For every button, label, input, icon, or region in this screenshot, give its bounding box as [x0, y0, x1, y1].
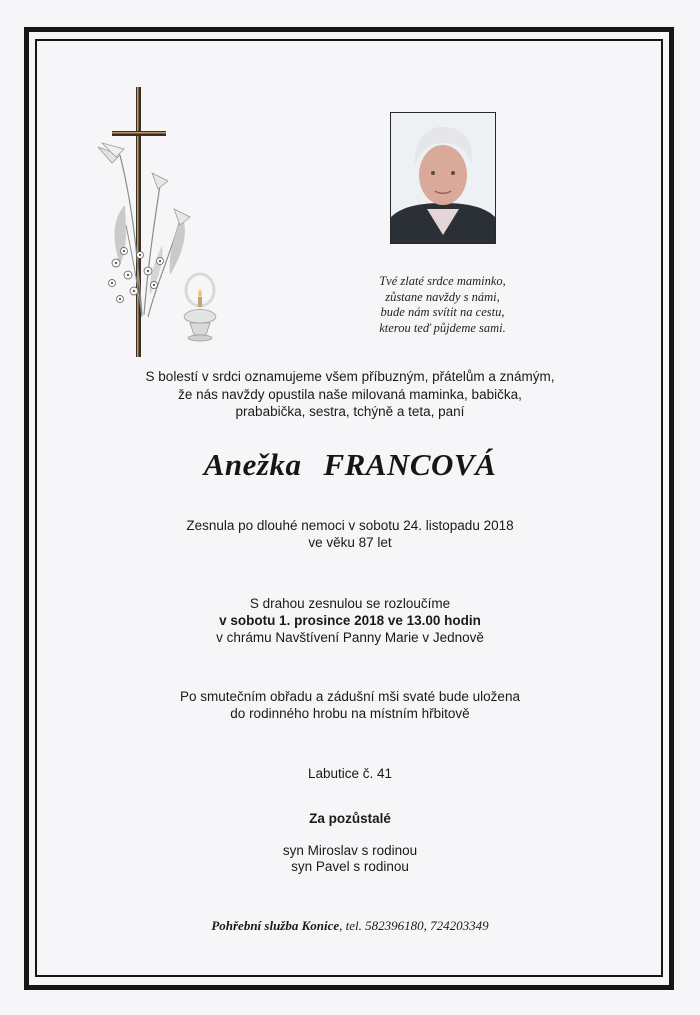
funeral-venue: v chrámu Navštívení Panny Marie v Jednově: [216, 630, 484, 645]
cross-and-lilies-icon: [90, 85, 230, 365]
memorial-poem: [340, 274, 545, 336]
intro-line: že nás navždy opustila naše milovaná maminka, babička,: [178, 386, 522, 402]
funeral-datetime: v sobotu 1. prosince 2018 ve 13.00 hodin: [219, 613, 481, 628]
funeral-service-name: Pohřební služba Konice: [211, 918, 340, 933]
surname: FRANCOVÁ: [323, 447, 497, 482]
survivors-heading: Za pozůstalé: [309, 811, 391, 826]
portrait-icon: [391, 113, 495, 243]
poem-line: kterou teď půjdeme sami.: [379, 320, 506, 335]
burial-notice: [0, 688, 700, 722]
deceased-name: [0, 447, 700, 483]
intro-line: S bolestí v srdci oznamujeme všem příbuzným, přátelům a známým,: [145, 369, 555, 384]
farewell-line: S drahou zesnulou se rozloučíme: [249, 596, 451, 611]
death-age-line: ve věku 87 let: [308, 535, 392, 550]
survivor-item: syn Pavel s rodinou: [291, 859, 409, 874]
funeral-service-footer: [0, 918, 700, 934]
death-date-line: Zesnula po dlouhé nemoci v sobotu 24. listopadu 2018: [186, 518, 514, 533]
intro-line: prababička, sestra, tchýně a teta, paní: [235, 404, 465, 419]
burial-line: Po smutečním obřadu a zádušní mši svaté bude uložena: [180, 689, 520, 704]
funeral-service-contact: , tel. 582396180, 724203349: [339, 918, 489, 933]
announcement-intro: [0, 368, 700, 421]
burial-line: do rodinného hrobu na místním hřbitově: [230, 706, 470, 721]
death-notice: [0, 517, 700, 551]
poem-line: zůstane navždy s námi,: [385, 289, 500, 304]
given-name: Anežka: [203, 447, 302, 482]
survivors-list: [0, 843, 700, 875]
family-address: Labutice č. 41: [307, 766, 393, 781]
poem-line: Tvé zlaté srdce maminko,: [379, 274, 506, 288]
funeral-details: [0, 595, 700, 646]
poem-line: bude nám svítit na cestu,: [380, 305, 505, 319]
survivor-item: syn Miroslav s rodinou: [282, 843, 418, 858]
portrait-photo: [390, 112, 496, 244]
